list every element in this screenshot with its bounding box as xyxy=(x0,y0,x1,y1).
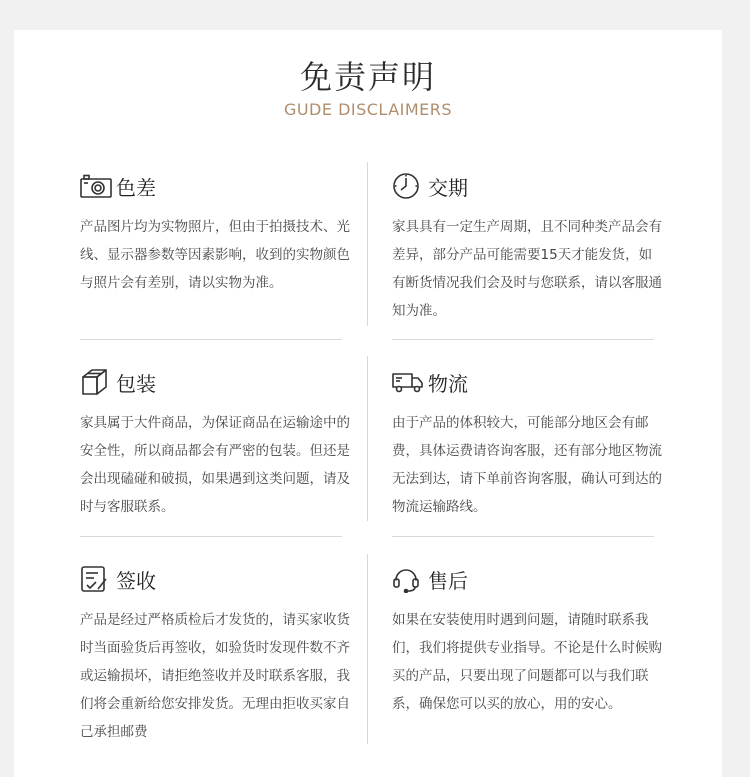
section-title: 交期 xyxy=(428,175,468,200)
headset-icon xyxy=(392,565,426,593)
section-body: 家具属于大件商品，为保证商品在运输途中的安全性，所以商品都会有严密的包装。但还是会出现磕碰和破损，如果遇到这类问题，请及时与客服联系。 xyxy=(80,415,350,515)
section-logistics xyxy=(392,367,662,521)
section-body: 家具具有一定生产周期，且不同种类产品会有差异，部分产品可能需要15天才能发货，如有断货情况我们会及时与您联系，请以客服通知为准。 xyxy=(392,219,662,319)
page-title: 免责声明 xyxy=(299,58,436,96)
page-subtitle: GUDE DISCLAIMERS xyxy=(283,100,453,119)
section-packaging xyxy=(80,367,350,521)
section-body: 由于产品的体积较大，可能部分地区会有邮费，具体运费请咨询客服，还有部分地区物流无法到达，请下单前咨询客服，确认可到达的物流运输路线。 xyxy=(392,415,662,515)
truck-icon xyxy=(392,368,426,396)
section-color-difference xyxy=(80,171,350,297)
section-title: 色差 xyxy=(116,175,156,200)
divider-vertical-2 xyxy=(367,356,368,521)
section-body: 如果在安装使用时遇到问题，请随时联系我们，我们将提供专业指导。不论是什么时候购买的产品，只要出现了问题都可以与我们联系，确保您可以买的放心，用的安心。 xyxy=(392,612,662,712)
section-delivery-time xyxy=(392,171,662,325)
section-title: 物流 xyxy=(428,371,468,396)
disclaimer-card xyxy=(14,30,722,777)
divider-horizontal-right-1 xyxy=(392,339,654,340)
package-icon xyxy=(80,368,114,396)
divider-vertical-3 xyxy=(367,554,368,744)
signature-icon xyxy=(80,565,114,593)
divider-horizontal-left-1 xyxy=(80,339,342,340)
section-title: 售后 xyxy=(428,568,468,593)
divider-horizontal-left-2 xyxy=(80,536,342,537)
section-body: 产品是经过严格质检后才发货的，请买家收货时当面验货后再签收，如验货时发现件数不齐或运输损坏，请拒绝签收并及时联系客服，我们将会重新给您安排发货。无理由拒收买家自己承担邮费 xyxy=(80,612,350,740)
camera-icon xyxy=(80,172,114,200)
section-title: 签收 xyxy=(116,568,156,593)
section-title: 包装 xyxy=(116,371,156,396)
section-body: 产品图片均为实物照片，但由于拍摄技术、光线、显示器参数等因素影响，收到的实物颜色与照片会有差别，请以实物为准。 xyxy=(80,219,350,291)
section-signing xyxy=(80,564,350,746)
clock-icon xyxy=(392,172,426,200)
divider-vertical-1 xyxy=(367,162,368,326)
divider-horizontal-right-2 xyxy=(392,536,654,537)
section-after-sales xyxy=(392,564,662,718)
